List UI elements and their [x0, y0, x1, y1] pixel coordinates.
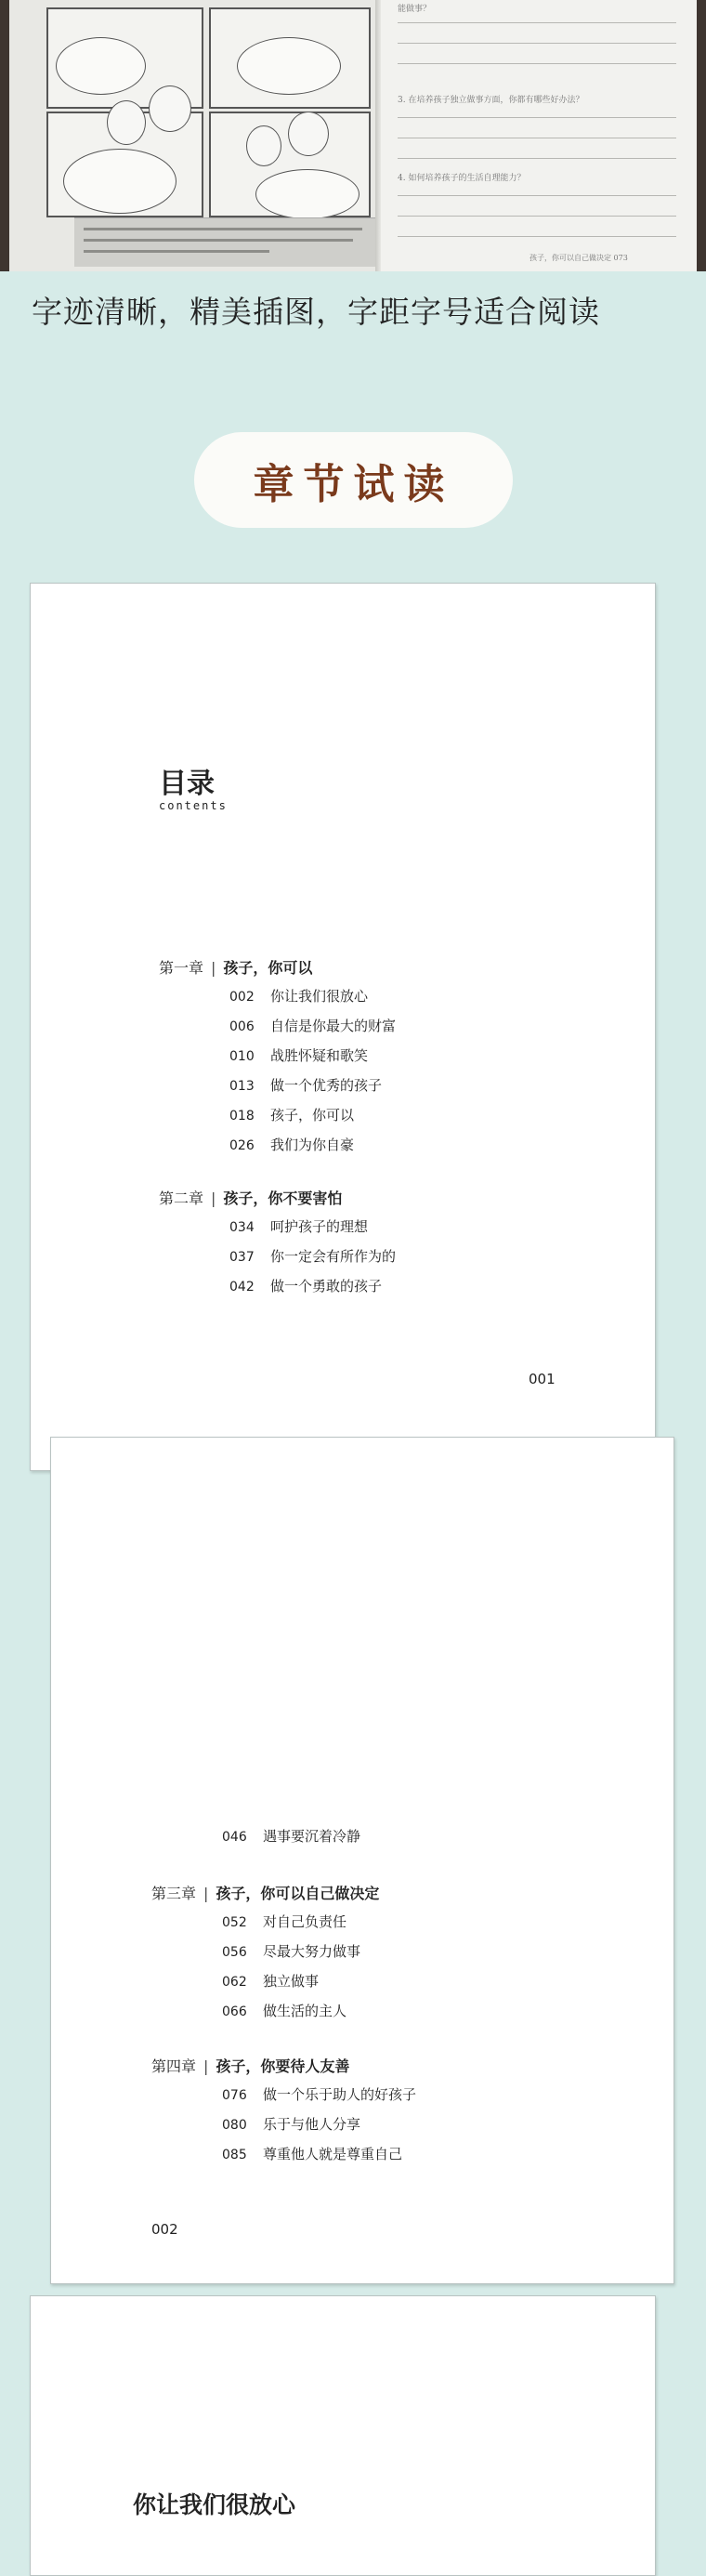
- section-label-pill: [194, 432, 513, 528]
- toc-entry[interactable]: 046 遇事要沉着冷静: [222, 1828, 361, 1845]
- character-illustration: [246, 125, 281, 166]
- speech-bubble: [63, 149, 176, 214]
- toc-page-2: [50, 1437, 674, 2284]
- character-illustration: [107, 100, 146, 145]
- toc-entry[interactable]: 042 做一个勇敢的孩子: [229, 1278, 383, 1295]
- chapter-heading: 第一章 | 孩子，你可以: [159, 959, 313, 977]
- chapter-heading: 第三章 | 孩子，你可以自己做决定: [151, 1885, 380, 1902]
- character-illustration: [149, 85, 191, 132]
- chapter-heading: 第四章 | 孩子，你要待人友善: [151, 2057, 350, 2075]
- toc-entry[interactable]: 037 你一定会有所作为的: [229, 1248, 397, 1265]
- chapter-page-title: 你让我们很放心: [133, 2491, 296, 2518]
- tagline: 字迹清晰，精美插图，字距字号适合阅读: [32, 294, 600, 330]
- toc-title: 目录: [159, 768, 215, 800]
- page-number: 002: [151, 2221, 178, 2238]
- question-text: 4. 如何培养孩子的生活自理能力？: [398, 174, 526, 183]
- toc-subtitle: contents: [159, 799, 228, 812]
- toc-entry[interactable]: 010 战胜怀疑和歌笑: [229, 1047, 369, 1064]
- toc-entry[interactable]: 062 独立做事: [222, 1973, 320, 1990]
- toc-page-1: [30, 583, 656, 1471]
- speech-bubble: [56, 37, 146, 95]
- toc-entry[interactable]: 085 尊重他人就是尊重自己: [222, 2146, 403, 2162]
- page-footer: 孩子，你可以自己做决定 073: [530, 254, 628, 262]
- toc-entry[interactable]: 080 乐于与他人分享: [222, 2116, 361, 2133]
- toc-entry[interactable]: 034 呵护孩子的理想: [229, 1218, 369, 1235]
- toc-entry[interactable]: 052 对自己负责任: [222, 1913, 347, 1930]
- question-text: 能做事？: [398, 5, 432, 14]
- section-label: 章节试读: [253, 460, 454, 508]
- toc-entry[interactable]: 076 做一个乐于助人的好孩子: [222, 2086, 417, 2103]
- toc-entry[interactable]: 002 你让我们很放心: [229, 988, 369, 1005]
- book-photo: [0, 0, 706, 271]
- toc-entry[interactable]: 066 做生活的主人: [222, 2003, 347, 2019]
- speech-bubble: [237, 37, 341, 95]
- question-text: 3. 在培养孩子独立做事方面，你都有哪些好办法？: [398, 96, 584, 105]
- toc-entry[interactable]: 056 尽最大努力做事: [222, 1943, 361, 1960]
- chapter-heading: 第二章 | 孩子，你不要害怕: [159, 1189, 343, 1207]
- toc-entry[interactable]: 013 做一个优秀的孩子: [229, 1077, 383, 1094]
- chapter-page: [30, 2295, 656, 2576]
- page-number: 001: [529, 1371, 556, 1387]
- toc-entry[interactable]: 018 孩子，你可以: [229, 1107, 355, 1124]
- toc-entry[interactable]: 026 我们为你自豪: [229, 1137, 355, 1153]
- exercise-page: [381, 0, 697, 271]
- comic-caption: [74, 217, 376, 267]
- toc-entry[interactable]: 006 自信是你最大的财富: [229, 1018, 397, 1034]
- character-illustration: [288, 112, 329, 156]
- comic-page: [9, 0, 381, 271]
- speech-bubble: [255, 169, 360, 219]
